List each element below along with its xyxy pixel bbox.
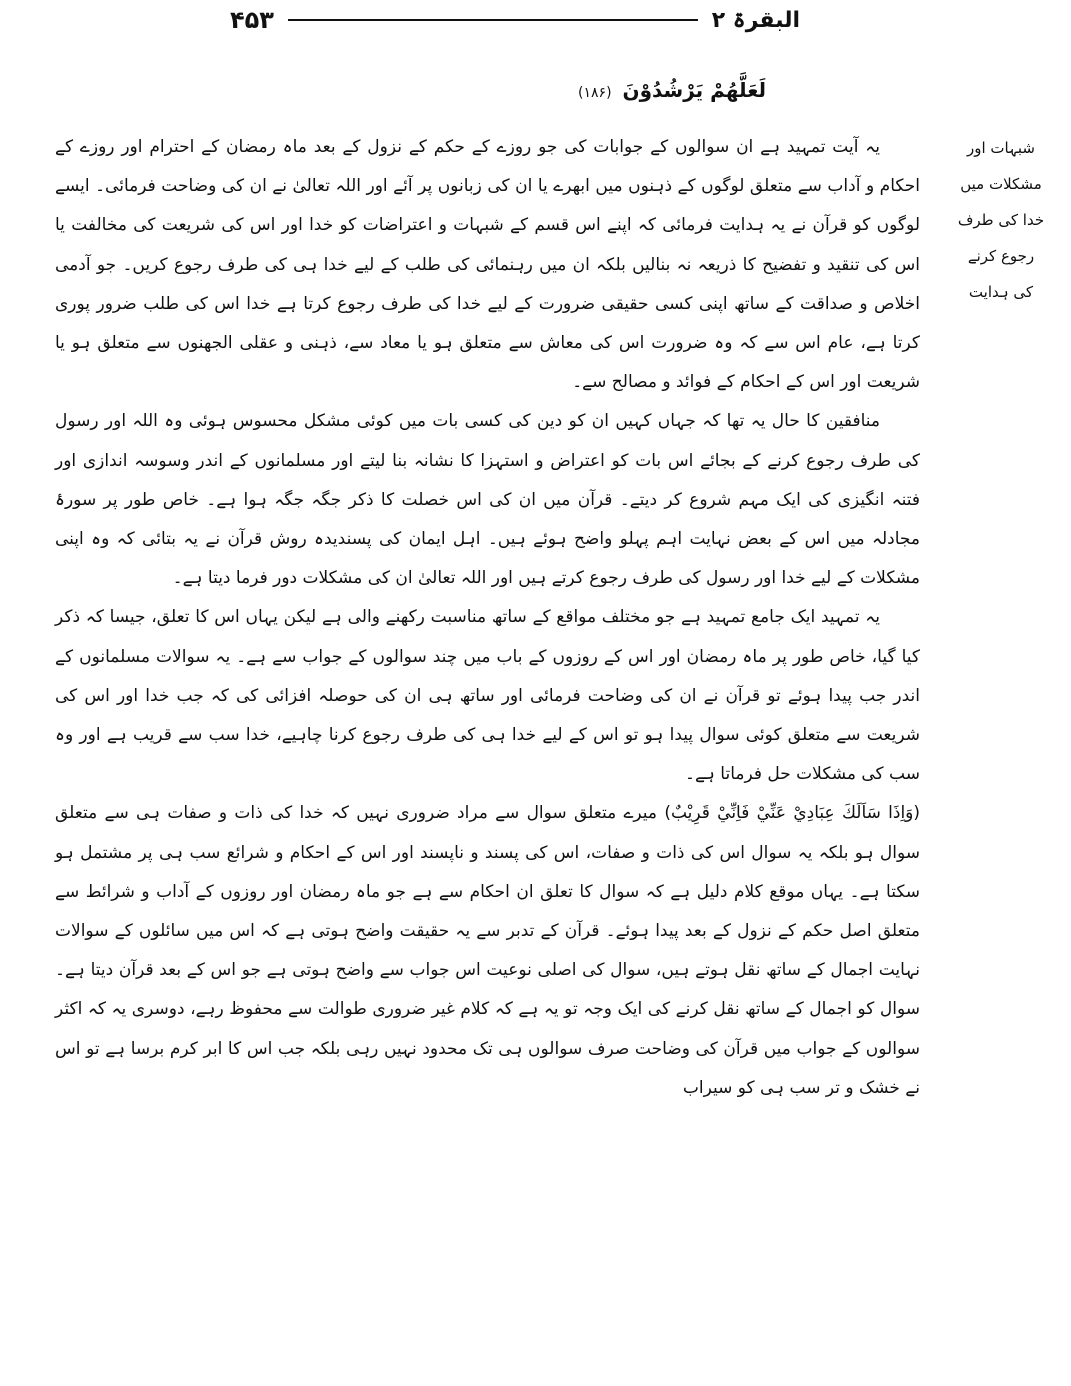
paragraph: منافقین کا حال یہ تھا کہ جہاں کہیں ان کو دین کی کسی بات میں کوئی مشکل محسوس ہوئی وہ اللہ اور رسول کی طرف رجوع کرنے کے بجائے اس بات کو اعتراض و استہزا کا نشانہ بنا لیتے اور مسلمانوں کے اندر وسوسہ اندازی اور فتنہ انگیزی کی ایک مہم شروع کر دیتے۔ قرآن میں ان کی اس خصلت کا ذکر جگہ جگہ ہوا ہے۔ خاص طور پر سورۂ مجادلہ میں اس کے بعض نہایت اہم پہلو واضح ہوئے ہیں۔ اہل ایمان کی پسندیدہ روش قرآن نے یہ بتائی کہ وہ اپنی مشکلات کے لیے خدا اور رسول کی طرف رجوع کرتے ہیں اور اللہ تعالیٰ ان کی مشکلات دور فرما دیتا ہے۔ (55, 411, 920, 589)
header-rule (288, 19, 698, 21)
verse-number: (۱۸۶) (578, 85, 612, 101)
verse-heading (578, 78, 766, 102)
page-header (230, 4, 800, 36)
surah-title: البقرۃ ۲ (711, 7, 800, 33)
margin-note (941, 130, 1061, 310)
paragraph-text: میرے متعلق سوال سے مراد ضروری نہیں کہ خدا کی ذات و صفات ہی سے متعلق سوال ہو بلکہ یہ سوال اس کی ذات و صفات، اس کی پسند و ناپسند اور اس کے احکام و شرائع سب ہی پر مشتمل ہو سکتا ہے۔ یہاں موقع کلام دلیل ہے کہ سوال کا تعلق ان احکام سے ہے جو ماہ رمضان اور روزوں کے آداب و شرائط سے متعلق اصل حکم کے نزول کے بعد پیدا ہوئے۔ قرآن کے تدبر سے یہ حقیقت واضح ہوتی ہے کہ اس میں سائلوں کے سوالات نہایت اجمال کے ساتھ نقل ہوتے ہیں، سوال کی اصلی نوعیت اس جواب سے واضح ہوتی ہے جو اس کے بعد قرآن دیتا ہے۔ سوال کو اجمال کے ساتھ نقل کرنے کی ایک وجہ تو یہ ہے کہ کلام غیر ضروری طوالت سے محفوظ رہے، دوسری یہ کہ اکثر سوالوں کے جواب میں قرآن کی وضاحت صرف سوالوں ہی تک محدود نہیں رہی بلکہ جب اس کا ابر کرم برسا ہے تو اس نے خشک و تر سب ہی کو سیراب (55, 803, 920, 1098)
paragraph: یہ تمہید ایک جامع تمہید ہے جو مختلف مواقع کے ساتھ مناسبت رکھنے والی ہے لیکن یہاں اس کا تعلق، جیسا کہ ذکر کیا گیا، خاص طور پر ماہ رمضان اور اس کے روزوں کے باب میں چند سوالوں کے جواب سے ہے۔ یہ سوالات مسلمانوں کے اندر جب پیدا ہوئے تو قرآن نے ان کی وضاحت فرمائی اور ساتھ ہی ان کی حوصلہ افزائی کی کہ جب خدا اور اس کی شریعت سے متعلق کوئی سوال پیدا ہو تو اس کے لیے خدا ہی کی طرف رجوع کرنا چاہیے، خدا سب سے قریب ہے اور وہ سب کی مشکلات حل فرماتا ہے۔ (55, 607, 920, 785)
margin-note-line: رجوع کرنے (967, 247, 1035, 265)
quoted-verse: (وَاِذَا سَاَلَكَ عِبَادِيْ عَنِّيْ فَاِنِّيْ قَرِيْبٌ) (664, 803, 921, 824)
paragraph: یہ آیت تمہید ہے ان سوالوں کے جوابات کی جو روزے کے حکم کے نزول کے بعد ماہ رمضان کے احترام اور روزے کے احکام و آداب سے متعلق لوگوں کے ذہنوں میں ابھرے یا ان کی زبانوں پر آئے اور اللہ تعالیٰ نے ان کی وضاحت فرمائی۔ ایسے لوگوں کو قرآن نے یہ ہدایت فرمائی کہ اپنے اس قسم کے شبہات و اعتراضات کو خدا اور اس کی شریعت کی مخالفت یا اس کی تنقید و تفضیح کا ذریعہ نہ بنالیں بلکہ ان میں رہنمائی کی طلب کے لیے خدا ہی کی طرف رجوع کریں۔ جو آدمی اخلاص و صداقت کے ساتھ اپنی کسی حقیقی ضرورت کے لیے خدا کی طرف رجوع کرتا ہے خدا اس کی طلب ضرور پوری کرتا ہے، عام اس سے کہ وہ ضرورت اس کی معاش سے متعلق ہو یا معاد سے، ذہنی و عقلی الجھنوں سے متعلق ہو یا شریعت اور اس کے احکام کے فوائد و مصالح سے۔ (55, 137, 920, 393)
page-number: ۴۵۳ (230, 6, 274, 34)
commentary-body (55, 128, 920, 1108)
margin-note-line: شبہات اور (967, 139, 1035, 157)
verse-text: لَعَلَّهُمْ يَرْشُدُوْنَ (622, 78, 766, 102)
margin-note-line: کی ہدایت (968, 283, 1034, 301)
margin-note-line: خدا کی طرف (957, 211, 1045, 229)
margin-note-line: مشکلات میں (960, 175, 1042, 193)
paragraph (55, 794, 920, 1108)
